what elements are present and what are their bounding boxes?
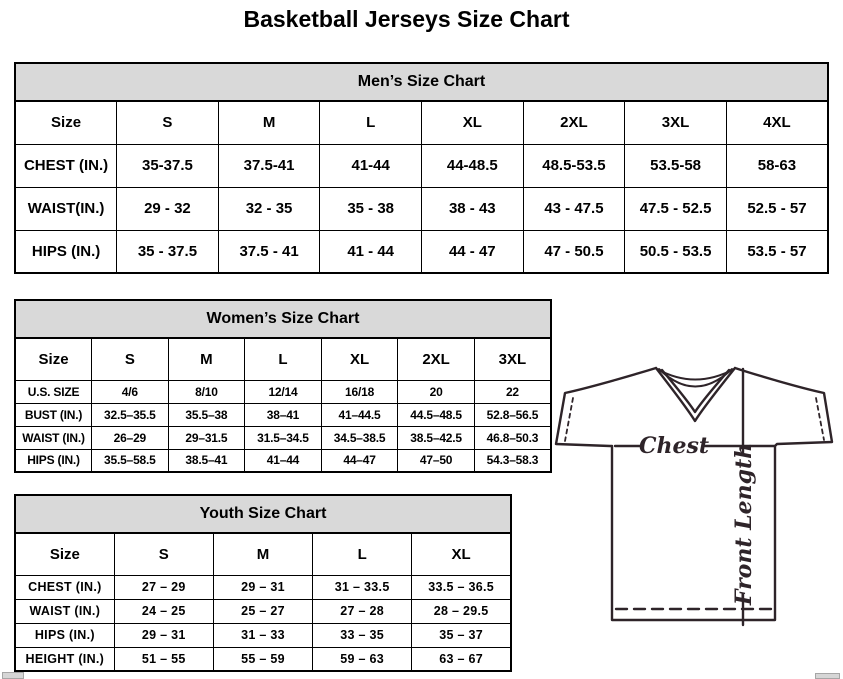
table-cell: 51 – 55 — [114, 647, 213, 671]
table-cell: 41–44 — [245, 449, 322, 472]
table-cell: 25 – 27 — [213, 599, 312, 623]
table-cell: 52.8–56.5 — [474, 403, 551, 426]
table-cell: 27 – 28 — [313, 599, 412, 623]
row-label: WAIST (IN.) — [15, 599, 114, 623]
table-cell: 38.5–41 — [168, 449, 245, 472]
table-title: Women’s Size Chart — [15, 300, 551, 338]
page-title: Basketball Jerseys Size Chart — [243, 6, 570, 32]
table-cell: 53.5-58 — [625, 144, 727, 187]
table-cell: 22 — [474, 380, 551, 403]
column-header: 2XL — [523, 101, 625, 144]
row-label: CHEST (IN.) — [15, 144, 117, 187]
table-cell: 38–41 — [245, 403, 322, 426]
column-header: Size — [15, 533, 114, 575]
table-cell: 63 – 67 — [412, 647, 511, 671]
table-cell: 44 - 47 — [422, 230, 524, 273]
table-row — [15, 449, 551, 472]
column-header: XL — [422, 101, 524, 144]
table-row — [15, 623, 511, 647]
womens-size-chart-table — [14, 299, 552, 473]
table-cell: 16/18 — [321, 380, 398, 403]
table-cell: 20 — [398, 380, 475, 403]
column-header: XL — [412, 533, 511, 575]
mens-size-chart-table — [14, 62, 829, 274]
table-cell: 35 - 37.5 — [117, 230, 219, 273]
table-row — [15, 187, 828, 230]
row-label: WAIST (IN.) — [15, 426, 92, 449]
column-header: L — [320, 101, 422, 144]
table-cell: 41–44.5 — [321, 403, 398, 426]
table-cell: 38.5–42.5 — [398, 426, 475, 449]
table-row — [15, 403, 551, 426]
table-cell: 35-37.5 — [117, 144, 219, 187]
table-title: Men’s Size Chart — [15, 63, 828, 101]
table-row — [15, 599, 511, 623]
row-label: BUST (IN.) — [15, 403, 92, 426]
table-row — [15, 144, 828, 187]
table-cell: 37.5-41 — [218, 144, 320, 187]
table-cell: 46.8–50.3 — [474, 426, 551, 449]
column-header: M — [168, 338, 245, 380]
table-cell: 37.5 - 41 — [218, 230, 320, 273]
row-label: HIPS (IN.) — [15, 623, 114, 647]
table-cell: 44-48.5 — [422, 144, 524, 187]
table-cell: 29 – 31 — [213, 575, 312, 599]
right-cuff-dashed-line — [816, 398, 824, 440]
table-cell: 29–31.5 — [168, 426, 245, 449]
table-cell: 44.5–48.5 — [398, 403, 475, 426]
table-cell: 33 – 35 — [313, 623, 412, 647]
table-cell: 29 - 32 — [117, 187, 219, 230]
front-length-label: Front Length — [731, 442, 757, 606]
table-cell: 50.5 - 53.5 — [625, 230, 727, 273]
table-cell: 55 – 59 — [213, 647, 312, 671]
table-cell: 35.5–38 — [168, 403, 245, 426]
table-cell: 24 – 25 — [114, 599, 213, 623]
table-title: Youth Size Chart — [15, 495, 511, 533]
table-cell: 43 - 47.5 — [523, 187, 625, 230]
table-cell: 38 - 43 — [422, 187, 524, 230]
column-header: L — [313, 533, 412, 575]
table-cell: 58-63 — [726, 144, 828, 187]
table-cell: 53.5 - 57 — [726, 230, 828, 273]
table-cell: 12/14 — [245, 380, 322, 403]
column-header: L — [245, 338, 322, 380]
table-cell: 33.5 – 36.5 — [412, 575, 511, 599]
table-cell: 28 – 29.5 — [412, 599, 511, 623]
table-cell: 34.5–38.5 — [321, 426, 398, 449]
table-cell: 31 – 33.5 — [313, 575, 412, 599]
row-label: HEIGHT (IN.) — [15, 647, 114, 671]
table-cell: 32.5–35.5 — [92, 403, 169, 426]
table-cell: 47–50 — [398, 449, 475, 472]
table-cell: 31.5–34.5 — [245, 426, 322, 449]
table-cell: 41 - 44 — [320, 230, 422, 273]
table-row — [15, 647, 511, 671]
column-header: 3XL — [625, 101, 727, 144]
table-cell: 35 – 37 — [412, 623, 511, 647]
table-cell: 47.5 - 52.5 — [625, 187, 727, 230]
table-cell: 52.5 - 57 — [726, 187, 828, 230]
table-cell: 31 – 33 — [213, 623, 312, 647]
row-label: WAIST(IN.) — [15, 187, 117, 230]
column-header: S — [117, 101, 219, 144]
row-label: HIPS (IN.) — [15, 230, 117, 273]
table-row — [15, 575, 511, 599]
table-row — [15, 426, 551, 449]
horizontal-scrollbar-fragment-right[interactable] — [815, 673, 840, 679]
column-header: XL — [321, 338, 398, 380]
youth-size-chart-table — [14, 494, 512, 672]
table-cell: 48.5-53.5 — [523, 144, 625, 187]
left-cuff-dashed-line — [565, 398, 573, 441]
horizontal-scrollbar-fragment-left[interactable] — [2, 672, 24, 679]
column-header: 4XL — [726, 101, 828, 144]
table-cell: 27 – 29 — [114, 575, 213, 599]
table-cell: 26–29 — [92, 426, 169, 449]
column-header: S — [114, 533, 213, 575]
row-label: HIPS (IN.) — [15, 449, 92, 472]
column-header: Size — [15, 338, 92, 380]
table-cell: 41-44 — [320, 144, 422, 187]
table-row — [15, 380, 551, 403]
table-cell: 47 - 50.5 — [523, 230, 625, 273]
table-cell: 44–47 — [321, 449, 398, 472]
row-label: U.S. SIZE — [15, 380, 92, 403]
table-cell: 35.5–58.5 — [92, 449, 169, 472]
table-row — [15, 230, 828, 273]
row-label: CHEST (IN.) — [15, 575, 114, 599]
column-header: 2XL — [398, 338, 475, 380]
table-cell: 54.3–58.3 — [474, 449, 551, 472]
chest-label: Chest — [638, 433, 710, 459]
jersey-measurement-diagram — [553, 356, 843, 672]
table-cell: 4/6 — [92, 380, 169, 403]
column-header: M — [213, 533, 312, 575]
table-cell: 59 – 63 — [313, 647, 412, 671]
jersey-outline — [556, 368, 832, 620]
column-header: Size — [15, 101, 117, 144]
table-cell: 29 – 31 — [114, 623, 213, 647]
table-cell: 32 - 35 — [218, 187, 320, 230]
table-cell: 8/10 — [168, 380, 245, 403]
column-header: S — [92, 338, 169, 380]
table-cell: 35 - 38 — [320, 187, 422, 230]
column-header: 3XL — [474, 338, 551, 380]
column-header: M — [218, 101, 320, 144]
